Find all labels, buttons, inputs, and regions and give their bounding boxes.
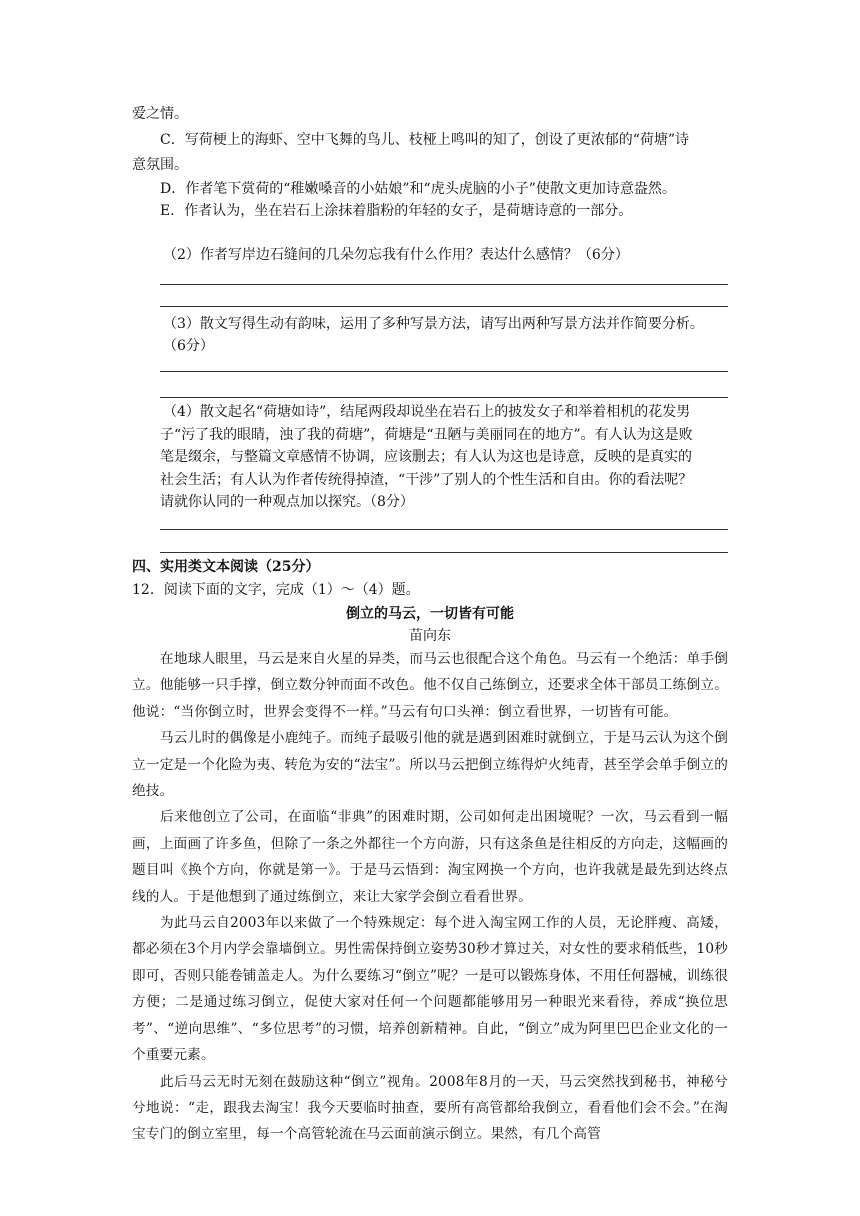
answer-line[interactable] bbox=[160, 371, 728, 372]
question-4-line5: 请就你认同的一种观点加以探究。（8分） bbox=[160, 494, 414, 510]
question-4-line2: 子“污了我的眼睛，浊了我的荷塘”，荷塘是“丑陋与美丽同在的地方”。有人认为这是败 bbox=[160, 427, 693, 443]
question-4-line1: （4）散文起名“荷塘如诗”，结尾两段却说坐在岩石上的披发女子和举着相机的花发男 bbox=[163, 404, 691, 420]
question-3-line2: （6分） bbox=[163, 338, 214, 354]
article-body bbox=[132, 646, 728, 1148]
question-4-line4: 社会生活；有人认为作者传统得掉渣，“干涉”了别人的个性生活和自由。你的看法呢？ bbox=[160, 472, 693, 488]
question-3-line1: （3）散文写得生动有韵味，运用了多种写景方法，请写出两种写景方法并作简要分析。 bbox=[163, 316, 704, 332]
question-4-line3: 笔是缀余，与整篇文章感情不协调，应该删去；有人认为这也是诗意，反映的是真实的 bbox=[160, 449, 692, 465]
article-paragraph: 马云儿时的偶像是小鹿纯子。而纯子最吸引他的就是遇到困难时就倒立，于是马云认为这个倒立一定是一个化险为夷、转危为安的“法宝”。所以马云把倒立练得炉火纯青，甚至学会单手倒立的绝技。 bbox=[132, 730, 728, 800]
option-d: D．作者笔下赏荷的“稚嫩嗓音的小姑娘”和“虎头虎脑的小子”使散文更加诗意盎然。 bbox=[160, 181, 676, 197]
article-paragraph: 为此马云自2003年以来做了一个特殊规定：每个进入淘宝网工作的人员，无论胖瘦、高矮，都必须在3个月内学会靠墙倒立。男性需保持倒立姿势30秒才算过关，对女性的要求稍低些，10秒即可，否则只能卷铺盖走人。为什么要练习“倒立”呢？一是可以锻炼身体，不用任何器械，训练很方便；二是通过练习倒立，促使大家对任何一个问题都能够用另一种眼光来看待，养成“换位思考”、“逆向思维”、“多位思考”的习惯，培养创新精神。自此，“倒立”成为阿里巴巴企业文化的一个重要元素。 bbox=[132, 915, 728, 1064]
answer-line[interactable] bbox=[160, 306, 728, 307]
option-c-line1: C．写荷梗上的海虾、空中飞舞的鸟儿、枝桠上鸣叫的知了，创设了更浓郁的“荷塘”诗 bbox=[160, 132, 690, 148]
answer-line[interactable] bbox=[160, 552, 728, 553]
section-heading: 四、实用类文本阅读（25分） bbox=[132, 559, 320, 575]
option-e: E．作者认为，坐在岩石上涂抹着脂粉的年轻的女子，是荷塘诗意的一部分。 bbox=[160, 203, 633, 219]
option-b-tail: 爱之情。 bbox=[132, 106, 188, 122]
article-title: 倒立的马云，一切皆有可能 bbox=[346, 606, 514, 622]
article-paragraph: 此后马云无时无刻在鼓励这种“倒立”视角。2008年8月的一天，马云突然找到秘书，神秘兮兮地说：“走，跟我去淘宝！我今天要临时抽查，要所有高管都给我倒立，看看他们会不会。”在淘宝专门的倒立室里，每一个高管轮流在马云面前演示倒立。果然，有几个高管 bbox=[132, 1073, 728, 1143]
article-paragraph: 在地球人眼里，马云是来自火星的异类，而马云也很配合这个角色。马云有一个绝活：单手倒立。他能够一只手撑，倒立数分钟而面不改色。他不仅自己练倒立，还要求全体干部员工练倒立。他说：“当你倒立时，世界会变得不一样。”马云有句口头禅：倒立看世界，一切皆有可能。 bbox=[132, 651, 728, 720]
article-author: 苗向东 bbox=[409, 628, 451, 644]
article-paragraph: 后来他创立了公司，在面临“非典”的困难时期，公司如何走出困境呢？一次，马云看到一幅画，上面画了许多鱼，但除了一条之外都往一个方向游，只有这条鱼是往相反的方向走，这幅画的题目叫《换个方向，你就是第一》。于是马云悟到：淘宝网换一个方向，也许我就是最先到达终点线的人。于是他想到了通过练倒立，来让大家学会倒立看看世界。 bbox=[132, 809, 728, 905]
question-2: （2）作者写岸边石缝间的几朵勿忘我有什么作用？表达什么感情？（6分） bbox=[163, 247, 629, 263]
answer-line[interactable] bbox=[160, 529, 728, 530]
answer-line[interactable] bbox=[160, 284, 728, 285]
answer-line[interactable] bbox=[160, 397, 728, 398]
question-12: 12．阅读下面的文字，完成（1）～（4）题。 bbox=[132, 582, 420, 598]
option-c-line2: 意氛围。 bbox=[132, 157, 188, 173]
